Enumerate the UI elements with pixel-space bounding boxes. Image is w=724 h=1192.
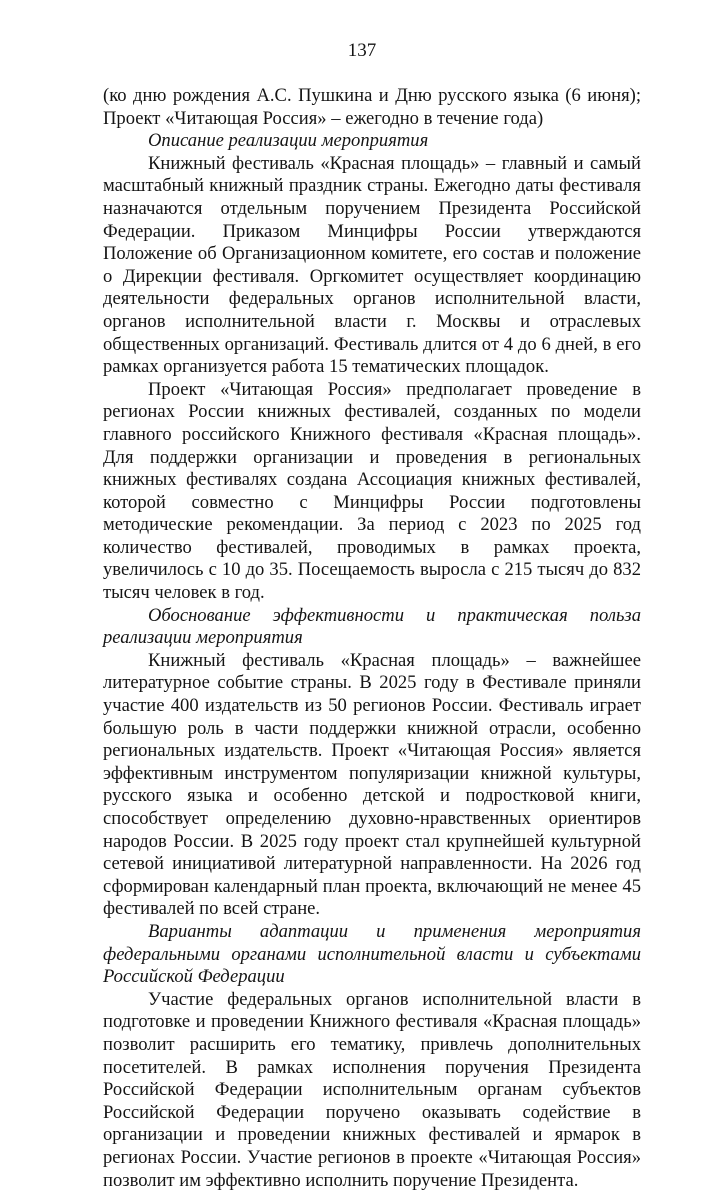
paragraph-effectiveness: Книжный фестиваль «Красная площадь» – важнейшее литературное событие страны. В 2025 году в Фестивале приняли участие 400 издательств из 50 регионов России. Фестиваль играет большую роль в части поддержки книжной отрасли, особенно региональных издательств. Проект «Читающая Россия» является эффективным инструментом популяризации книжной культуры, русского языка и особенно детской и подростковой книги, способствует определению духовно-нравственных ориентиров народов России. В 2025 году проект стал крупнейшей культурной сетевой инициативой литературной направленности. На 2026 год сформирован календарный план проекта, включающий не менее 45 фестивалей по всей стране. xyxy=(103,649,641,920)
paragraph-reading-russia-project: Проект «Читающая Россия» предполагает проведение в регионах России книжных фестивалей, созданных по модели главного российского Книжного фестиваля «Красная площадь». Для поддержки организации и проведения в региональных книжных фестивалях создана Ассоциация книжных фестивалей, которой совместно с Минцифры России подготовлены методические рекомендации. За период с 2023 по 2025 год количество фестивалей, проводимых в рамках проекта, увеличилось с 10 до 35. Посещаемость выросла с 215 тысяч до 832 тысяч человек в год. xyxy=(103,378,641,604)
paragraph-red-square-festival: Книжный фестиваль «Красная площадь» – главный и самый масштабный книжный праздник страны. Ежегодно даты фестиваля назначаются отдельным поручением Президента Российской Федерации. Приказом Минцифры России утверждаются Положение об Организационном комитете, его состав и положение о Дирекции фестиваля. Оргкомитет осуществляет координацию деятельности федеральных органов исполнительной власти, органов исполнительной власти г. Москвы и отраслевых общественных организаций. Фестиваль длится от 4 до 6 дней, в его рамках организуется работа 15 тематических площадок. xyxy=(103,152,641,378)
heading-implementation-description: Описание реализации мероприятия xyxy=(148,130,429,152)
page-number: 137 xyxy=(347,40,377,61)
heading-adaptation-options: Варианты адаптации и применения мероприятия федеральными органами исполнительной власти и субъектами Российской Федерации xyxy=(103,920,641,988)
paragraph-adaptation: Участие федеральных органов исполнительной власти в подготовке и проведении Книжного фестиваля «Красная площадь» позволит расширить его тематику, привлечь дополнительных посетителей. В рамках исполнения поручения Президента Российской Федерации исполнительным органам субъектов Российской Федерации поручено оказывать содействие в организации и проведении книжных фестивалей и ярмарок в регионах России. Участие регионов в проекте «Читающая Россия» позволит им эффективно исполнить поручение Президента. xyxy=(103,988,641,1191)
paragraph-schedule-continuation: (ко дню рождения А.С. Пушкина и Дню русского языка (6 июня); Проект «Читающая Россия» – ежегодно в течение года) xyxy=(103,85,641,129)
heading-effectiveness-justification: Обоснование эффективности и практическая польза реализации мероприятия xyxy=(103,604,641,649)
document-body xyxy=(103,85,641,1192)
